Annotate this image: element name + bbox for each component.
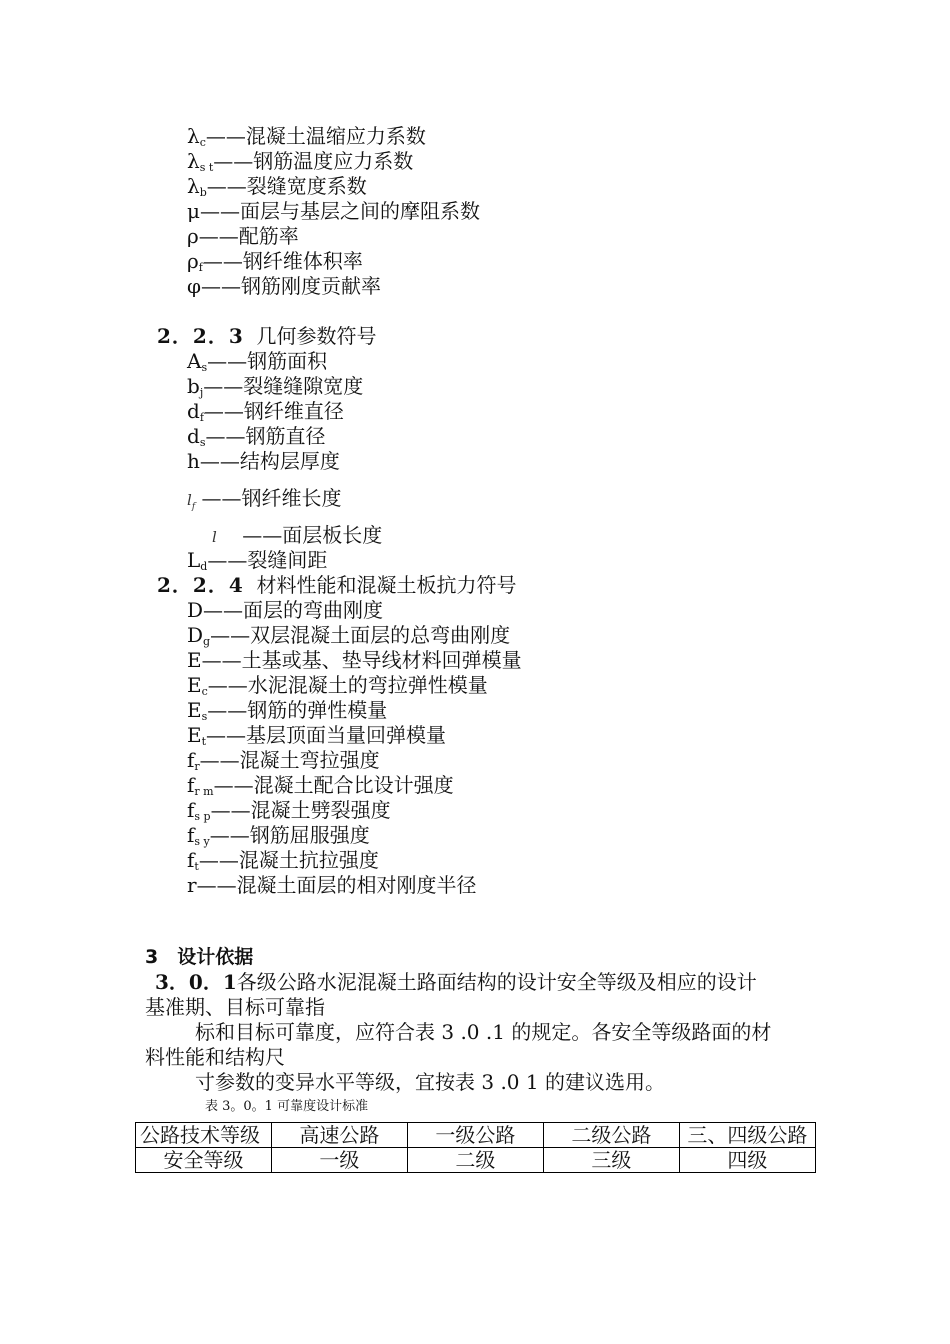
section-number: 2．2．4 <box>157 573 244 597</box>
symbol-subscript: f <box>198 261 203 274</box>
symbol-subscript: j <box>199 386 204 399</box>
paragraph-line: 基准期、目标可靠指 <box>145 995 325 1019</box>
symbol-definition: ——水泥混凝土的弯拉弹性模量 <box>207 673 488 697</box>
paragraph-3-0-1 <box>145 970 825 1095</box>
symbol-definition: ——钢筋面积 <box>207 349 328 373</box>
symbol: L <box>187 548 201 572</box>
clause-number: 3．0．1 <box>155 970 237 994</box>
symbol-definition: ——面层的弯曲刚度 <box>203 598 384 622</box>
symbol-subscript: r m <box>194 785 214 798</box>
symbol: d <box>187 424 200 448</box>
symbol-subscript: r <box>194 760 200 773</box>
table-cell: 高速公路 <box>271 1123 407 1148</box>
symbol-definition: ——钢筋温度应力系数 <box>213 149 414 173</box>
chapter-heading: 3 设计依据 <box>145 946 254 968</box>
symbol-subscript: f <box>191 502 196 512</box>
symbol-definition: ——面层板长度 <box>242 523 383 547</box>
symbol: E <box>187 648 202 672</box>
symbol-subscript: s <box>199 436 206 449</box>
paragraph-text: 各级公路水泥混凝土路面结构的设计安全等级及相应的设计 <box>236 970 757 994</box>
symbol-definition: ——钢纤维体积率 <box>202 249 363 273</box>
paragraph-line: 料性能和结构尺 <box>145 1045 285 1069</box>
symbol-subscript: s p <box>194 810 211 823</box>
table-cell: 安全等级 <box>136 1148 272 1173</box>
symbol: ρ <box>187 249 199 273</box>
symbol-definition: ——裂缝缝隙宽度 <box>203 374 364 398</box>
table-cell: 三、四级公路 <box>679 1123 815 1148</box>
symbol: l <box>212 528 217 546</box>
section-heading-2-2-4 <box>157 573 516 597</box>
symbol-definition: ——混凝土抗拉强度 <box>198 848 379 872</box>
paragraph-line: 寸参数的变异水平等级，宜按表 3 .0 1 的建议选用。 <box>195 1070 665 1094</box>
symbol-subscript: s t <box>199 161 214 174</box>
symbol-line <box>187 873 477 904</box>
section-title: 几何参数符号 <box>256 324 377 348</box>
symbol-definition: ——裂缝间距 <box>207 548 328 572</box>
symbol: b <box>187 374 200 398</box>
symbol-subscript: s <box>201 361 208 374</box>
symbol-definition: ——混凝土弯拉强度 <box>199 748 380 772</box>
symbol: f <box>187 773 195 797</box>
symbol-definition: ——双层混凝土面层的总弯曲刚度 <box>210 623 511 647</box>
symbol-definition: ——基层顶面当量回弹模量 <box>206 723 447 747</box>
symbol-line <box>187 486 342 519</box>
symbol-subscript: t <box>194 860 199 873</box>
symbol: f <box>187 748 195 772</box>
symbol-definition: ——钢筋屈服强度 <box>209 823 370 847</box>
symbol: E <box>187 673 202 697</box>
symbol: φ <box>187 274 202 298</box>
symbol-definition: ——混凝土劈裂强度 <box>210 798 391 822</box>
table-cell: 二级 <box>407 1148 543 1173</box>
symbol-subscript: f <box>199 411 204 424</box>
section-title: 材料性能和混凝土板抗力符号 <box>256 573 517 597</box>
symbol: l <box>187 491 192 509</box>
table-caption: 表 3。0。1 可靠度设计标准 <box>205 1099 369 1114</box>
table-cell: 三级 <box>543 1148 679 1173</box>
symbol: h <box>187 449 200 473</box>
symbol-definition: ——混凝土配合比设计强度 <box>213 773 454 797</box>
table-cell: 二级公路 <box>543 1123 679 1148</box>
symbol-subscript: t <box>201 735 207 748</box>
symbol: λ <box>187 124 200 148</box>
table-row <box>136 1148 816 1173</box>
symbol-line <box>212 523 382 549</box>
table-header-row <box>136 1123 816 1148</box>
symbol-subscript: d <box>200 560 208 573</box>
symbol-definition: ——配筋率 <box>198 224 299 248</box>
section-heading-2-2-3 <box>157 324 376 348</box>
paragraph-line: 标和目标可靠度，应符合表 3 .0 .1 的规定。各安全等级路面的材 <box>195 1020 772 1044</box>
symbol-definition: ——结构层厚度 <box>199 449 340 473</box>
symbol: r <box>187 873 197 897</box>
symbol-line <box>187 449 340 480</box>
symbol: E <box>187 723 202 747</box>
symbol-definition: ——混凝土温缩应力系数 <box>205 124 426 148</box>
symbol: E <box>187 698 202 722</box>
symbol-definition: ——钢筋的弹性模量 <box>207 698 388 722</box>
table-cell: 四级 <box>679 1148 815 1173</box>
table-cell: 一级 <box>271 1148 407 1173</box>
symbol-definition: ——钢纤维直径 <box>203 399 344 423</box>
symbol: λ <box>187 149 200 173</box>
table-cell: 公路技术等级 <box>136 1123 272 1148</box>
symbol-subscript: g <box>203 635 211 648</box>
reliability-table <box>135 1122 816 1173</box>
symbol: d <box>187 399 200 423</box>
symbol: f <box>187 848 195 872</box>
symbol: f <box>187 798 195 822</box>
symbol: A <box>187 349 202 373</box>
symbol-definition: ——钢纤维长度 <box>201 486 342 510</box>
symbol-subscript: s <box>201 710 208 723</box>
symbol: ρ <box>187 224 199 248</box>
symbol-subscript: b <box>199 186 207 199</box>
symbol-subscript: c <box>201 685 208 698</box>
symbol-subscript: c <box>199 136 206 149</box>
symbol: μ <box>187 199 200 223</box>
symbol-line <box>187 274 381 305</box>
symbol-definition: ——面层与基层之间的摩阻系数 <box>200 199 480 223</box>
symbol-definition: ——裂缝宽度系数 <box>206 174 367 198</box>
symbol-subscript: s y <box>194 835 210 848</box>
symbol: λ <box>187 174 200 198</box>
section-number: 2．2．3 <box>157 324 244 348</box>
symbol: D <box>187 623 204 647</box>
symbol: D <box>187 598 204 622</box>
paragraph-line <box>145 970 825 995</box>
symbol-definition: ——混凝土面层的相对刚度半径 <box>196 873 477 897</box>
symbol: f <box>187 823 195 847</box>
symbol-definition: ——土基或基、垫导线材料回弹模量 <box>201 648 522 672</box>
table-cell: 一级公路 <box>407 1123 543 1148</box>
symbol-definition: ——钢筋直径 <box>205 424 326 448</box>
symbol-definition: ——钢筋刚度贡献率 <box>201 274 382 298</box>
